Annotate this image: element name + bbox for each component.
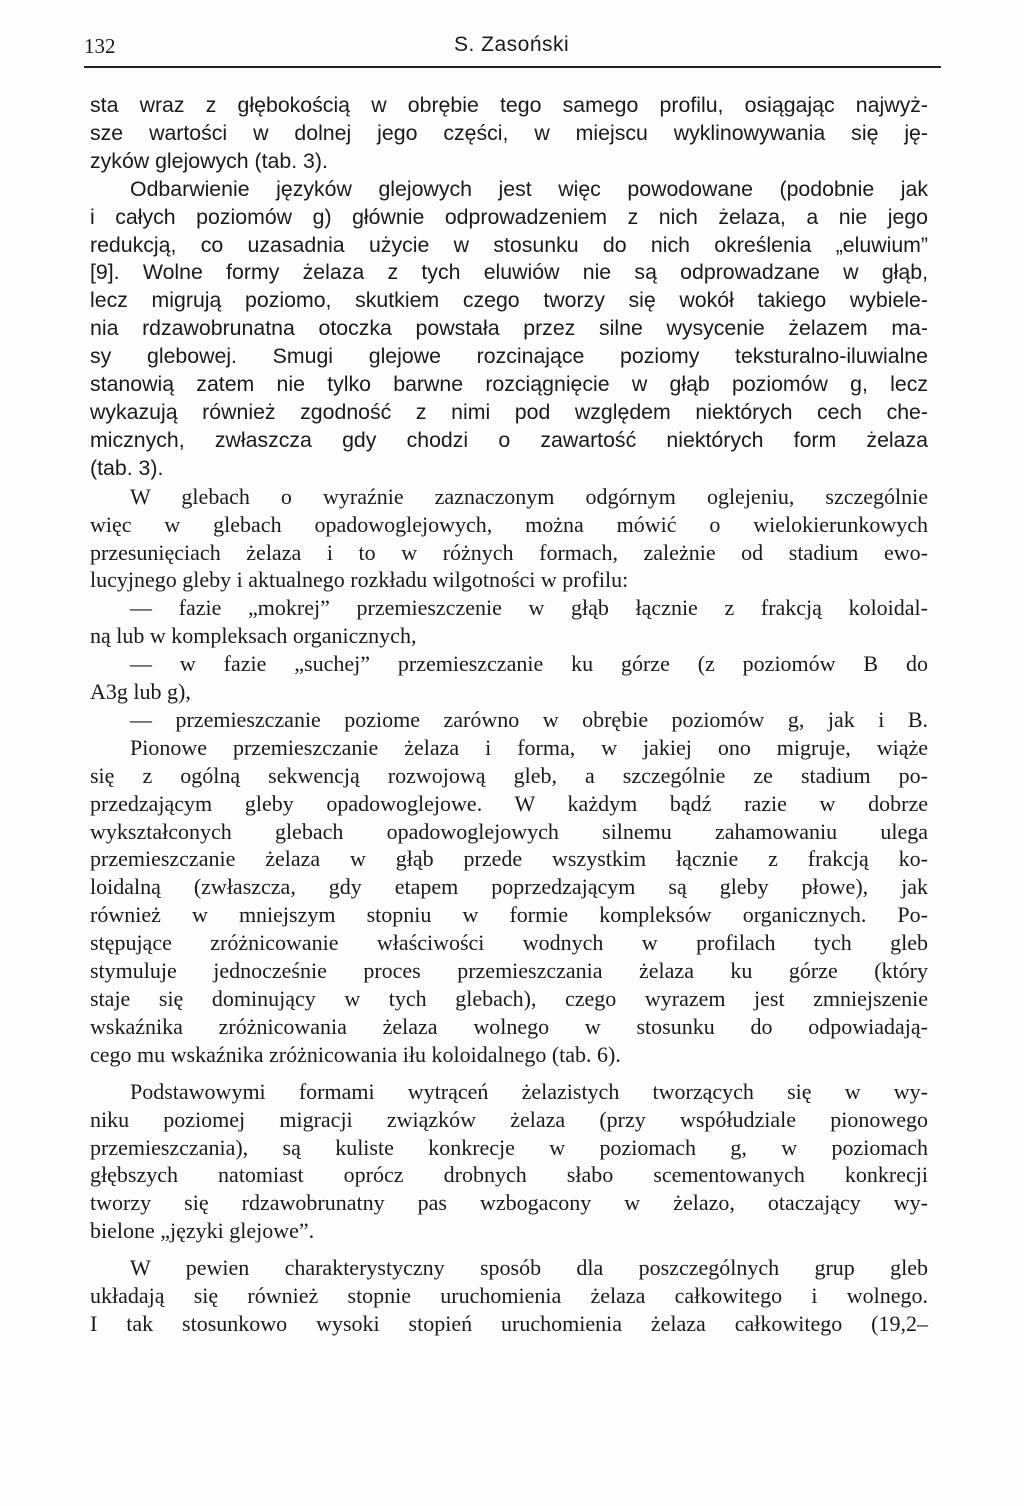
text-line: sy glebowej. Smugi glejowe rozcinające poziomy teksturalno-iluwialne <box>90 344 928 369</box>
paragraph <box>90 483 928 595</box>
text-line: przemieszczanie żelaza w głąb przede wszystkim łącznie z frakcją ko- <box>90 846 928 872</box>
text-line: stymuluje jednocześnie proces przemieszczania żelaza ku górze (który <box>90 958 928 984</box>
text-line: stępujące zróżnicowanie właściwości wodnych w profilach tych gleb <box>90 930 928 956</box>
text-line: tworzy się rdzawobrunatny pas wzbogacony w żelazo, otaczający wy- <box>90 1190 928 1216</box>
text-line: ną lub w kompleksach organicznych, <box>90 623 417 649</box>
text-line: (tab. 3). <box>90 455 164 480</box>
text-line: W glebach o wyraźnie zaznaczonym odgórnym oglejeniu, szczególnie <box>130 483 928 509</box>
paragraph <box>90 176 928 483</box>
text-line: przesunięciach żelaza i to w różnych formach, zależnie od stadium ewo- <box>90 539 928 565</box>
text-line: więc w glebach opadowoglejowych, można mówić o wielokierunkowych <box>90 511 928 537</box>
text-line: niku poziomej migracji związków żelaza (przy współudziale pionowego <box>90 1106 928 1132</box>
list-item <box>90 706 928 734</box>
text-line: nia rdzawobrunatna otoczka powstała przez silne wysycenie żelazem ma- <box>90 316 928 341</box>
text-line: bielone „języki glejowe”. <box>90 1218 315 1244</box>
text-line: wykazują również zgodność z nimi pod względem niektórych cech che- <box>90 399 928 424</box>
text-line: Podstawowymi formami wytrąceń żelazistych tworzących się w wy- <box>130 1078 928 1104</box>
text-line: cego mu wskaźnika zróżnicowania iłu koloidalnego (tab. 6). <box>90 1041 621 1067</box>
text-line: Odbarwienie języków glejowych jest więc powodowane (podobnie jak <box>130 176 928 201</box>
paragraph <box>90 1254 928 1338</box>
text-line: sze wartości w dolnej jego części, w miejscu wyklinowywania się ję- <box>90 120 928 145</box>
text-line: stanowią zatem nie tylko barwne rozciągnięcie w głąb poziomów g, lecz <box>90 372 928 397</box>
body-text <box>90 92 928 1338</box>
text-line: również w mniejszym stopniu w formie kompleksów organicznych. Po- <box>90 902 928 928</box>
text-line: — przemieszczanie poziome zarówno w obrębie poziomów g, jak i B. <box>130 706 928 732</box>
text-line: — fazie „mokrej” przemieszczenie w głąb łącznie z frakcją koloidal- <box>130 595 928 621</box>
text-line: lecz migrują poziomo, skutkiem czego tworzy się wokół takiego wybiele- <box>90 288 928 313</box>
text-line: się z ogólną sekwencją rozwojową gleb, a szczególnie ze stadium po- <box>90 762 928 788</box>
paragraph <box>90 92 928 176</box>
text-line: przedzającym gleby opadowoglejowe. W każdym bądź razie w dobrze <box>90 790 928 816</box>
text-line: lucyjnego gleby i aktualnego rozkładu wilgotności w profilu: <box>90 567 629 593</box>
list-item <box>90 594 928 650</box>
running-header-author: S. Zasoński <box>454 33 570 56</box>
list-item <box>90 650 928 706</box>
header-rule <box>84 66 941 68</box>
page-number: 132 <box>84 34 116 58</box>
text-line: staje się dominujący w tych glebach), czego wyrazem jest zmniejszenie <box>90 986 928 1011</box>
text-line: sta wraz z głębokością w obrębie tego samego profilu, osiągając najwyż- <box>90 93 928 117</box>
text-line: wykształconych glebach opadowoglejowych silnemu zahamowaniu ulega <box>90 818 928 844</box>
text-line: W pewien charakterystyczny sposób dla poszczególnych grup gleb <box>130 1255 928 1281</box>
text-line: i całych poziomów g) głównie odprowadzeniem z nich żelaza, a nie jego <box>90 204 928 229</box>
text-line: I tak stosunkowo wysoki stopień uruchomienia żelaza całkowitego (19,2– <box>90 1310 928 1336</box>
paragraph <box>90 1078 928 1245</box>
text-line: [9]. Wolne formy żelaza z tych eluwiów nie są odprowadzane w głąb, <box>90 260 928 285</box>
text-line: wskaźnika zróżnicowania żelaza wolnego w stosunku do odpowiadają- <box>90 1013 928 1039</box>
paragraph <box>90 734 928 1069</box>
text-line: loidalną (zwłaszcza, gdy etapem poprzedzającym są gleby płowe), jak <box>90 874 928 900</box>
text-line: układają się również stopnie uruchomienia żelaza całkowitego i wolnego. <box>90 1283 928 1309</box>
text-line: — w fazie „suchej” przemieszczanie ku górze (z poziomów B do <box>130 651 928 677</box>
text-line: micznych, zwłaszcza gdy chodzi o zawartość niektórych form żelaza <box>90 427 928 452</box>
text-line: Pionowe przemieszczanie żelaza i forma, w jakiej ono migruje, wiąże <box>130 734 928 760</box>
text-line: przemieszczania), są kuliste konkrecje w poziomach g, w poziomach <box>90 1134 928 1160</box>
text-line: głębszych natomiast oprócz drobnych słabo scementowanych konkrecji <box>90 1162 928 1188</box>
text-line: zyków glejowych (tab. 3). <box>90 148 328 173</box>
text-line: A3g lub g), <box>90 679 191 705</box>
text-line: redukcją, co uzasadnia użycie w stosunku do nich określenia „eluwium” <box>90 232 928 257</box>
